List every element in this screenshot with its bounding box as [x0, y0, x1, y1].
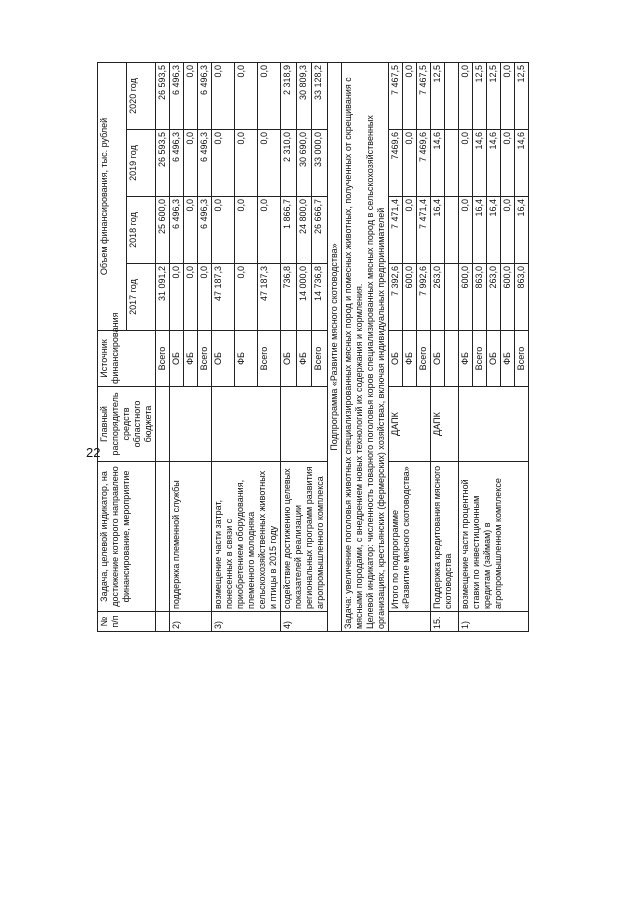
row-value: 7 467,5 [389, 62, 403, 129]
row-value: 16,4 [473, 197, 487, 264]
table-row [459, 62, 473, 631]
header-task: Задача, целевой индикатор, на достижение которого направлено финансирование, мероприятие [98, 462, 156, 612]
row-value: 26 593,5 [156, 130, 170, 197]
row-value: 2 318,9 [281, 62, 297, 129]
row-value: 7 992,6 [417, 264, 431, 331]
row-admin [212, 387, 281, 462]
row-num [156, 612, 170, 632]
row-admin [459, 387, 529, 462]
row-value: 26 593,5 [156, 62, 170, 129]
row-num: 2) [170, 612, 212, 632]
row-value: 600,0 [459, 264, 473, 331]
row-value: 16,4 [515, 197, 529, 264]
row-value: 6 496,3 [170, 130, 184, 197]
row-value: 33 128,2 [312, 62, 328, 129]
row-value: 6 496,3 [170, 197, 184, 264]
row-value: 0,0 [459, 197, 473, 264]
row-value: 33 000,0 [312, 130, 328, 197]
row-value: 30 809,3 [296, 62, 312, 129]
row-value: 736,8 [281, 264, 297, 331]
row-value: 263,0 [487, 264, 501, 331]
row-value: 0,0 [258, 62, 281, 129]
header-year: 2018 год [127, 197, 156, 264]
rotated-table-container [97, 63, 607, 632]
row-value [445, 264, 459, 331]
row-value: 0,0 [235, 62, 258, 129]
header-year: 2017 год [127, 264, 156, 331]
row-source: ОБ [487, 331, 501, 387]
row-value: 0,0 [184, 264, 198, 331]
row-source: ОБ [170, 331, 184, 387]
row-name: возмещение части затрат, понесенных в связи с приобретением оборудования, племенного молодняка сельскохозяйственных животных и птицы в 2015 году [212, 462, 281, 612]
row-value: 863,0 [515, 264, 529, 331]
row-value: 12,5 [515, 62, 529, 129]
header-admin: Главный распорядитель средств областного бюджета [98, 387, 156, 462]
row-value: 0,0 [403, 197, 417, 264]
row-num [389, 612, 431, 632]
row-value: 7 467,5 [417, 62, 431, 129]
row-source: ФБ [459, 331, 473, 387]
header-num: № п/п [98, 612, 156, 632]
row-value: 863,0 [473, 264, 487, 331]
header-volume: Объем финансирования, тыс. рублей [98, 62, 127, 330]
row-source: ОБ [212, 331, 235, 387]
row-name: возмещение части процентной ставки по инвестиционным кредитам (займам) в агропромышленном комплексе [459, 462, 529, 612]
table-row [281, 62, 297, 631]
row-num: 1) [459, 612, 529, 632]
row-source: Всего [156, 331, 170, 387]
row-value: 7 471,4 [417, 197, 431, 264]
row-value: 12,5 [473, 62, 487, 129]
row-value: 26 666,7 [312, 197, 328, 264]
row-value: 0,0 [403, 62, 417, 129]
row-value: 25 600,0 [156, 197, 170, 264]
row-value: 14,6 [431, 130, 445, 197]
row-value: 47 187,3 [258, 264, 281, 331]
row-source: ОБ [389, 331, 403, 387]
table-row [156, 62, 170, 631]
row-value: 0,0 [258, 197, 281, 264]
row-value: 12,5 [487, 62, 501, 129]
row-value: 7 469,6 [417, 130, 431, 197]
header-year: 2020 год [127, 62, 156, 129]
row-value: 0,0 [501, 62, 515, 129]
row-name: поддержка племенной службы [170, 462, 212, 612]
row-value: 0,0 [459, 62, 473, 129]
row-value: 0,0 [170, 264, 184, 331]
row-value: 14,6 [473, 130, 487, 197]
page-number: 22 [86, 445, 101, 460]
row-admin: ДАПК [431, 387, 459, 462]
row-value: 1 866,7 [281, 197, 297, 264]
row-num: 4) [281, 612, 328, 632]
row-source: Всего [198, 331, 212, 387]
row-source [445, 331, 459, 387]
row-value: 0,0 [198, 264, 212, 331]
subprogram-task: Задача: увеличение поголовья животных специализированных мясных пород и помесных животных, полученных от скрещивания с мясными породами, с внедрением новых технологий их содержания и кормления. [343, 77, 364, 629]
row-source: Всего [515, 331, 529, 387]
row-value: 600,0 [403, 264, 417, 331]
row-value: 0,0 [235, 197, 258, 264]
row-num: 15. [431, 612, 459, 632]
subprogram-task-cell [342, 62, 389, 631]
row-name: Итого по подпрограмме «Развитие мясного скотоводства» [389, 462, 431, 612]
row-value: 0,0 [184, 62, 198, 129]
row-source: Всего [312, 331, 328, 387]
row-source: ФБ [501, 331, 515, 387]
row-value: 6 496,3 [198, 197, 212, 264]
row-value: 7469,6 [389, 130, 403, 197]
table-row [431, 62, 445, 631]
row-value [445, 62, 459, 129]
row-value: 0,0 [459, 130, 473, 197]
row-value: 14,6 [487, 130, 501, 197]
row-source: ОБ [431, 331, 445, 387]
row-admin: ДАПК [389, 387, 431, 462]
row-value: 0,0 [212, 130, 235, 197]
row-value: 16,4 [431, 197, 445, 264]
row-name: содействие достижению целевых показателей реализации региональных программ развития агропромышленного комплекса [281, 462, 328, 612]
row-value: 24 800,0 [296, 197, 312, 264]
row-value: 0,0 [501, 197, 515, 264]
row-value: 0,0 [184, 130, 198, 197]
row-value: 0,0 [184, 197, 198, 264]
row-value: 263,0 [431, 264, 445, 331]
row-value: 0,0 [501, 130, 515, 197]
row-value: 0,0 [212, 197, 235, 264]
financing-table [97, 62, 529, 632]
subprogram-title: Подпрограмма «Развитие мясного скотоводства» [328, 62, 342, 631]
row-value: 2 310,0 [281, 130, 297, 197]
row-source: Всего [258, 331, 281, 387]
row-value: 14 736,8 [312, 264, 328, 331]
row-source: ФБ [184, 331, 198, 387]
table-row [170, 62, 184, 631]
row-value: 12,5 [431, 62, 445, 129]
row-value: 0,0 [403, 130, 417, 197]
row-admin [281, 387, 328, 462]
row-value: 14,6 [515, 130, 529, 197]
row-value: 47 187,3 [212, 264, 235, 331]
row-name [156, 462, 170, 612]
row-num: 3) [212, 612, 281, 632]
row-source: Всего [417, 331, 431, 387]
row-value: 31 091,2 [156, 264, 170, 331]
row-value: 16,4 [487, 197, 501, 264]
row-value: 0,0 [235, 130, 258, 197]
row-value: 7 471,4 [389, 197, 403, 264]
table-row [212, 62, 235, 631]
subprogram-indicator: Целевой индикатор: численность товарного поголовья коров специализированных мясных пород в сельскохозяйственных организациях, крестьянских (фермерских) хозяйствах, включая индивидуальных предпринимателей [365, 115, 386, 629]
row-source: ФБ [296, 331, 312, 387]
row-value: 6 496,3 [198, 62, 212, 129]
row-value: 6 496,3 [198, 130, 212, 197]
row-source: ФБ [235, 331, 258, 387]
row-value: 7 392,6 [389, 264, 403, 331]
row-value: 30 690,0 [296, 130, 312, 197]
row-value: 0,0 [235, 264, 258, 331]
row-name: Поддержка кредитования мясного скотоводства [431, 462, 459, 612]
row-source: Всего [473, 331, 487, 387]
row-value [445, 197, 459, 264]
row-admin [170, 387, 212, 462]
header-source: Источник финансирования [98, 331, 156, 387]
header-year: 2019 год [127, 130, 156, 197]
table-row [389, 62, 403, 631]
row-source: ОБ [281, 331, 297, 387]
row-value: 0,0 [212, 62, 235, 129]
row-value [445, 130, 459, 197]
row-admin [156, 387, 170, 462]
row-value: 0,0 [258, 130, 281, 197]
row-value: 600,0 [501, 264, 515, 331]
row-source: ФБ [403, 331, 417, 387]
row-value: 14 000,0 [296, 264, 312, 331]
row-value: 6 496,3 [170, 62, 184, 129]
